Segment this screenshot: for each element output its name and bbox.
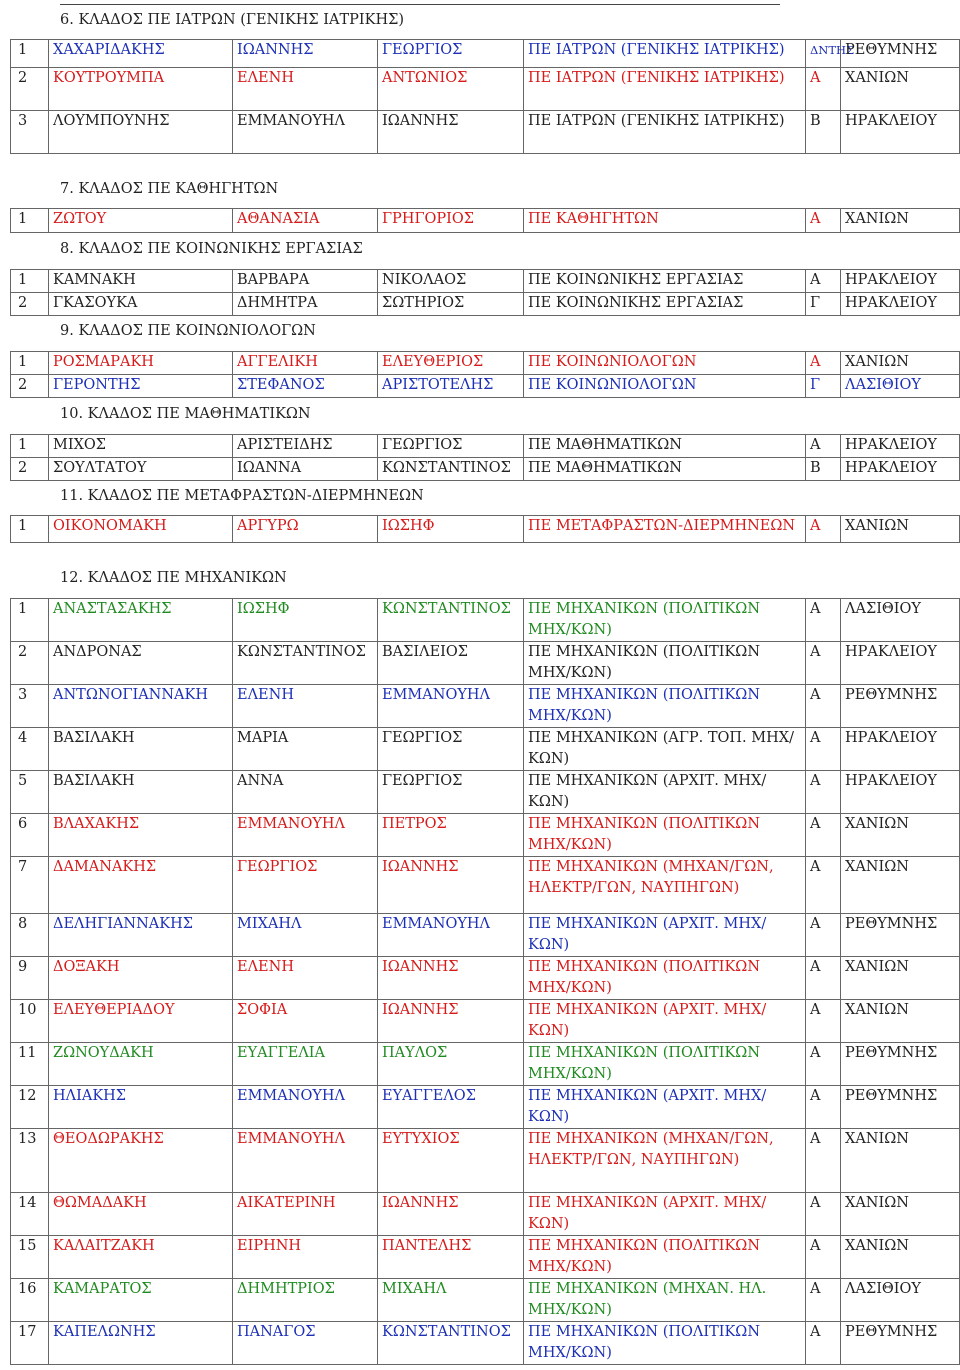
specialty-cell: ΠΕ ΚΟΙΝΩΝΙΚΗΣ ΕΡΓΑΣΙΑΣ [524,293,806,316]
specialty-cell: ΠΕ ΜΗΧΑΝΙΚΩΝ (ΑΓΡ. ΤΟΠ. ΜΗΧ/ΚΩΝ) [524,728,806,771]
row-number: 6 [11,814,49,857]
first-name-cell: ΑΡΙΣΤΕΙΔΗΣ [233,435,378,458]
table-row [11,435,960,458]
section-title-kathigiton: 7. ΚΛΑΔΟΣ ΠΕ ΚΑΘΗΓΗΤΩΝ [60,181,279,197]
table-row [11,40,960,68]
region-cell: ΗΡΑΚΛΕΙΟΥ [841,435,960,458]
region-cell: ΗΡΑΚΛΕΙΟΥ [841,270,960,293]
surname-cell: ΒΑΣΙΛΑΚΗ [49,728,233,771]
row-number: 12 [11,1086,49,1129]
first-name-cell: ΓΕΩΡΓΙΟΣ [233,857,378,914]
first-name-cell: ΑΡΓΥΡΩ [233,516,378,543]
grade-cell: Α [806,685,841,728]
region-cell: ΡΕΘΥΜΝΗΣ [841,1086,960,1129]
grade-cell: Α [806,209,841,233]
surname-cell: ΔΑΜΑΝΑΚΗΣ [49,857,233,914]
table-row [11,375,960,398]
region-cell: ΧΑΝΙΩΝ [841,1236,960,1279]
first-name-cell: ΕΛΕΝΗ [233,957,378,1000]
table-mathimatikon [10,434,960,481]
surname-cell: ΜΙΧΟΣ [49,435,233,458]
first-name-cell: ΑΓΓΕΛΙΚΗ [233,352,378,375]
region-cell: ΧΑΝΙΩΝ [841,209,960,233]
region-cell: ΧΑΝΙΩΝ [841,1129,960,1193]
grade-cell: Α [806,270,841,293]
row-number: 2 [11,293,49,316]
row-number: 2 [11,642,49,685]
specialty-cell: ΠΕ ΙΑΤΡΩΝ (ΓΕΝΙΚΗΣ ΙΑΤΡΙΚΗΣ) [524,68,806,111]
grade-cell: Γ [806,375,841,398]
grade-cell: Α [806,68,841,111]
row-number: 15 [11,1236,49,1279]
grade-cell: Β [806,111,841,154]
table-row [11,685,960,728]
section-title-mathimatikon: 10. ΚΛΑΔΟΣ ΠΕ ΜΑΘΗΜΑΤΙΚΩΝ [60,406,311,422]
table-kathigiton [10,208,960,233]
table-row [11,1193,960,1236]
specialty-cell: ΠΕ ΜΗΧΑΝΙΚΩΝ (ΑΡΧΙΤ. ΜΗΧ/ΚΩΝ) [524,771,806,814]
father-name-cell: ΑΝΤΩΝΙΟΣ [378,68,524,111]
first-name-cell: ΕΜΜΑΝΟΥΗΛ [233,1129,378,1193]
first-name-cell: ΕΙΡΗΝΗ [233,1236,378,1279]
first-name-cell: ΕΜΜΑΝΟΥΗΛ [233,814,378,857]
grade-cell: Α [806,914,841,957]
grade-cell: Α [806,771,841,814]
specialty-cell: ΠΕ ΜΗΧΑΝΙΚΩΝ (ΜΗΧΑΝ. ΗΛ. ΜΗΧ/ΚΩΝ) [524,1279,806,1322]
specialty-cell: ΠΕ ΜΗΧΑΝΙΚΩΝ (ΠΟΛΙΤΙΚΩΝ ΜΗΧ/ΚΩΝ) [524,642,806,685]
grade-cell: Α [806,857,841,914]
specialty-cell: ΠΕ ΜΗΧΑΝΙΚΩΝ (ΑΡΧΙΤ. ΜΗΧ/ΚΩΝ) [524,914,806,957]
first-name-cell: ΙΩΣΗΦ [233,599,378,642]
row-number: 2 [11,68,49,111]
region-cell: ΗΡΑΚΛΕΙΟΥ [841,111,960,154]
table-row [11,352,960,375]
region-cell: ΡΕΘΥΜΝΗΣ [841,914,960,957]
specialty-cell: ΠΕ ΜΗΧΑΝΙΚΩΝ (ΑΡΧΙΤ. ΜΗΧ/ΚΩΝ) [524,1000,806,1043]
section-title-iatron: 6. ΚΛΑΔΟΣ ΠΕ ΙΑΤΡΩΝ (ΓΕΝΙΚΗΣ ΙΑΤΡΙΚΗΣ) [60,12,405,28]
row-number: 4 [11,728,49,771]
first-name-cell: ΕΜΜΑΝΟΥΗΛ [233,1086,378,1129]
surname-cell: ΔΕΛΗΓΙΑΝΝΑΚΗΣ [49,914,233,957]
surname-cell: ΘΕΟΔΩΡΑΚΗΣ [49,1129,233,1193]
surname-cell: ΗΛΙΑΚΗΣ [49,1086,233,1129]
surname-cell: ΟΙΚΟΝΟΜΑΚΗ [49,516,233,543]
father-name-cell: ΓΕΩΡΓΙΟΣ [378,728,524,771]
surname-cell: ΕΛΕΥΘΕΡΙΑΔΟΥ [49,1000,233,1043]
specialty-cell: ΠΕ ΜΑΘΗΜΑΤΙΚΩΝ [524,458,806,481]
grade-cell: Α [806,1322,841,1365]
grade-cell: ΔΝΤΗΣ [806,40,841,68]
specialty-cell: ΠΕ ΚΟΙΝΩΝΙΟΛΟΓΩΝ [524,375,806,398]
table-row [11,957,960,1000]
father-name-cell: ΓΡΗΓΟΡΙΟΣ [378,209,524,233]
first-name-cell: ΕΛΕΝΗ [233,685,378,728]
specialty-cell: ΠΕ ΜΗΧΑΝΙΚΩΝ (ΑΡΧΙΤ. ΜΗΧ/ΚΩΝ) [524,1086,806,1129]
father-name-cell: ΕΜΜΑΝΟΥΗΛ [378,685,524,728]
grade-cell: Α [806,599,841,642]
table-row [11,728,960,771]
specialty-cell: ΠΕ ΜΗΧΑΝΙΚΩΝ (ΠΟΛΙΤΙΚΩΝ ΜΗΧ/ΚΩΝ) [524,814,806,857]
row-number: 13 [11,1129,49,1193]
father-name-cell: ΕΜΜΑΝΟΥΗΛ [378,914,524,957]
surname-cell: ΚΑΠΕΛΩΝΗΣ [49,1322,233,1365]
section-title-michanikon: 12. ΚΛΑΔΟΣ ΠΕ ΜΗΧΑΝΙΚΩΝ [60,570,287,586]
father-name-cell: ΙΩΑΝΝΗΣ [378,857,524,914]
row-number: 9 [11,957,49,1000]
table-row [11,1000,960,1043]
grade-cell: Α [806,1193,841,1236]
specialty-cell: ΠΕ ΜΗΧΑΝΙΚΩΝ (ΠΟΛΙΤΙΚΩΝ ΜΗΧ/ΚΩΝ) [524,685,806,728]
specialty-cell: ΠΕ ΚΟΙΝΩΝΙΚΗΣ ΕΡΓΑΣΙΑΣ [524,270,806,293]
father-name-cell: ΚΩΝΣΤΑΝΤΙΝΟΣ [378,599,524,642]
grade-cell: Α [806,957,841,1000]
table-row [11,516,960,543]
row-number: 7 [11,857,49,914]
table-row [11,209,960,233]
father-name-cell: ΕΛΕΥΘΕΡΙΟΣ [378,352,524,375]
region-cell: ΧΑΝΙΩΝ [841,1000,960,1043]
grade-cell: Α [806,516,841,543]
surname-cell: ΓΚΑΣΟΥΚΑ [49,293,233,316]
specialty-cell: ΠΕ ΜΗΧΑΝΙΚΩΝ (ΜΗΧΑΝ/ΓΩΝ, ΗΛΕΚΤΡ/ΓΩΝ, ΝΑΥΠΗΓΩΝ) [524,1129,806,1193]
surname-cell: ΑΝΤΩΝΟΓΙΑΝΝΑΚΗ [49,685,233,728]
region-cell: ΡΕΘΥΜΝΗΣ [841,40,960,68]
table-row [11,1086,960,1129]
table-row [11,68,960,111]
specialty-cell: ΠΕ ΜΗΧΑΝΙΚΩΝ (ΜΗΧΑΝ/ΓΩΝ, ΗΛΕΚΤΡ/ΓΩΝ, ΝΑΥΠΗΓΩΝ) [524,857,806,914]
table-row [11,1236,960,1279]
surname-cell: ΖΩΝΟΥΔΑΚΗ [49,1043,233,1086]
table-row [11,642,960,685]
grade-cell: Α [806,1129,841,1193]
specialty-cell: ΠΕ ΜΗΧΑΝΙΚΩΝ (ΠΟΛΙΤΙΚΩΝ ΜΗΧ/ΚΩΝ) [524,1236,806,1279]
surname-cell: ΔΟΞΑΚΗ [49,957,233,1000]
section-title-koinoniologon: 9. ΚΛΑΔΟΣ ΠΕ ΚΟΙΝΩΝΙΟΛΟΓΩΝ [60,323,316,339]
first-name-cell: ΑΘΑΝΑΣΙΑ [233,209,378,233]
father-name-cell: ΣΩΤΗΡΙΟΣ [378,293,524,316]
row-number: 2 [11,458,49,481]
grade-cell: Α [806,352,841,375]
row-number: 17 [11,1322,49,1365]
father-name-cell: ΠΕΤΡΟΣ [378,814,524,857]
surname-cell: ΣΟΥΛΤΑΤΟΥ [49,458,233,481]
region-cell: ΗΡΑΚΛΕΙΟΥ [841,771,960,814]
table-row [11,293,960,316]
first-name-cell: ΣΤΕΦΑΝΟΣ [233,375,378,398]
specialty-cell: ΠΕ ΜΕΤΑΦΡΑΣΤΩΝ-ΔΙΕΡΜΗΝΕΩΝ [524,516,806,543]
surname-cell: ΓΕΡΟΝΤΗΣ [49,375,233,398]
father-name-cell: ΒΑΣΙΛΕΙΟΣ [378,642,524,685]
grade-cell: Α [806,1279,841,1322]
first-name-cell: ΔΗΜΗΤΡΙΟΣ [233,1279,378,1322]
first-name-cell: ΠΑΝΑΓΟΣ [233,1322,378,1365]
first-name-cell: ΙΩΑΝΝΑ [233,458,378,481]
father-name-cell: ΓΕΩΡΓΙΟΣ [378,771,524,814]
region-cell: ΧΑΝΙΩΝ [841,1193,960,1236]
region-cell: ΗΡΑΚΛΕΙΟΥ [841,293,960,316]
table-row [11,111,960,154]
father-name-cell: ΙΩΑΝΝΗΣ [378,957,524,1000]
table-row [11,1322,960,1365]
first-name-cell: ΙΩΑΝΝΗΣ [233,40,378,68]
first-name-cell: ΕΥΑΓΓΕΛΙΑ [233,1043,378,1086]
first-name-cell: ΕΛΕΝΗ [233,68,378,111]
father-name-cell: ΠΑΝΤΕΛΗΣ [378,1236,524,1279]
specialty-cell: ΠΕ ΜΗΧΑΝΙΚΩΝ (ΑΡΧΙΤ. ΜΗΧ/ΚΩΝ) [524,1193,806,1236]
table-row [11,1279,960,1322]
first-name-cell: ΕΜΜΑΝΟΥΗΛ [233,111,378,154]
surname-cell: ΑΝΑΣΤΑΣΑΚΗΣ [49,599,233,642]
specialty-cell: ΠΕ ΚΑΘΗΓΗΤΩΝ [524,209,806,233]
father-name-cell: ΙΩΑΝΝΗΣ [378,111,524,154]
grade-cell: Α [806,1086,841,1129]
row-number: 3 [11,111,49,154]
top-rule [60,4,780,5]
specialty-cell: ΠΕ ΜΗΧΑΝΙΚΩΝ (ΠΟΛΙΤΙΚΩΝ ΜΗΧ/ΚΩΝ) [524,1043,806,1086]
row-number: 1 [11,435,49,458]
region-cell: ΗΡΑΚΛΕΙΟΥ [841,728,960,771]
first-name-cell: ΚΩΝΣΤΑΝΤΙΝΟΣ [233,642,378,685]
row-number: 8 [11,914,49,957]
table-koinoniologon [10,351,960,398]
surname-cell: ΚΑΜΝΑΚΗ [49,270,233,293]
surname-cell: ΡΟΣΜΑΡΑΚΗ [49,352,233,375]
row-number: 1 [11,40,49,68]
grade-cell: Α [806,814,841,857]
region-cell: ΧΑΝΙΩΝ [841,957,960,1000]
row-number: 16 [11,1279,49,1322]
first-name-cell: ΣΟΦΙΑ [233,1000,378,1043]
region-cell: ΡΕΘΥΜΝΗΣ [841,1043,960,1086]
specialty-cell: ΠΕ ΙΑΤΡΩΝ (ΓΕΝΙΚΗΣ ΙΑΤΡΙΚΗΣ) [524,111,806,154]
father-name-cell: ΙΩΑΝΝΗΣ [378,1000,524,1043]
specialty-cell: ΠΕ ΜΗΧΑΝΙΚΩΝ (ΠΟΛΙΤΙΚΩΝ ΜΗΧ/ΚΩΝ) [524,1322,806,1365]
row-number: 10 [11,1000,49,1043]
father-name-cell: ΓΕΩΡΓΙΟΣ [378,435,524,458]
father-name-cell: ΕΥΑΓΓΕΛΟΣ [378,1086,524,1129]
father-name-cell: ΠΑΥΛΟΣ [378,1043,524,1086]
region-cell: ΛΑΣΙΘΙΟΥ [841,1279,960,1322]
grade-cell: Α [806,1000,841,1043]
surname-cell: ΒΛΑΧΑΚΗΣ [49,814,233,857]
surname-cell: ΘΩΜΑΔΑΚΗ [49,1193,233,1236]
specialty-cell: ΠΕ ΜΗΧΑΝΙΚΩΝ (ΠΟΛΙΤΙΚΩΝ ΜΗΧ/ΚΩΝ) [524,957,806,1000]
region-cell: ΧΑΝΙΩΝ [841,68,960,111]
row-number: 11 [11,1043,49,1086]
first-name-cell: ΑΝΝΑ [233,771,378,814]
region-cell: ΧΑΝΙΩΝ [841,857,960,914]
grade-cell: Α [806,1043,841,1086]
surname-cell: ΛΟΥΜΠΟΥΝΗΣ [49,111,233,154]
surname-cell: ΑΝΔΡΟΝΑΣ [49,642,233,685]
table-row [11,458,960,481]
specialty-cell: ΠΕ ΜΑΘΗΜΑΤΙΚΩΝ [524,435,806,458]
specialty-cell: ΠΕ ΙΑΤΡΩΝ (ΓΕΝΙΚΗΣ ΙΑΤΡΙΚΗΣ) [524,40,806,68]
region-cell: ΧΑΝΙΩΝ [841,814,960,857]
table-metafraston [10,515,960,543]
father-name-cell: ΙΩΑΝΝΗΣ [378,1193,524,1236]
surname-cell: ΚΑΛΑΙΤΖΑΚΗ [49,1236,233,1279]
table-koinonikis [10,269,960,316]
father-name-cell: ΓΕΩΡΓΙΟΣ [378,40,524,68]
row-number: 3 [11,685,49,728]
grade-cell: Α [806,435,841,458]
section-title-metafraston: 11. ΚΛΑΔΟΣ ΠΕ ΜΕΤΑΦΡΑΣΤΩΝ-ΔΙΕΡΜΗΝΕΩΝ [60,488,424,504]
first-name-cell: ΜΑΡΙΑ [233,728,378,771]
father-name-cell: ΑΡΙΣΤΟΤΕΛΗΣ [378,375,524,398]
father-name-cell: ΝΙΚΟΛΑΟΣ [378,270,524,293]
region-cell: ΗΡΑΚΛΕΙΟΥ [841,642,960,685]
row-number: 1 [11,516,49,543]
table-row [11,857,960,914]
region-cell: ΛΑΣΙΘΙΟΥ [841,599,960,642]
surname-cell: ΚΟΥΤΡΟΥΜΠΑ [49,68,233,111]
row-number: 1 [11,352,49,375]
surname-cell: ΧΑΧΑΡΙΔΑΚΗΣ [49,40,233,68]
row-number: 1 [11,209,49,233]
row-number: 1 [11,270,49,293]
grade-cell: Γ [806,293,841,316]
table-iatron [10,39,960,154]
table-row [11,599,960,642]
first-name-cell: ΑΙΚΑΤΕΡΙΝΗ [233,1193,378,1236]
specialty-cell: ΠΕ ΜΗΧΑΝΙΚΩΝ (ΠΟΛΙΤΙΚΩΝ ΜΗΧ/ΚΩΝ) [524,599,806,642]
table-row [11,771,960,814]
region-cell: ΡΕΘΥΜΝΗΣ [841,685,960,728]
table-michanikon [10,598,960,1365]
region-cell: ΧΑΝΙΩΝ [841,352,960,375]
specialty-cell: ΠΕ ΚΟΙΝΩΝΙΟΛΟΓΩΝ [524,352,806,375]
first-name-cell: ΜΙΧΑΗΛ [233,914,378,957]
row-number: 1 [11,599,49,642]
table-row [11,914,960,957]
first-name-cell: ΔΗΜΗΤΡΑ [233,293,378,316]
grade-cell: Β [806,458,841,481]
row-number: 14 [11,1193,49,1236]
surname-cell: ΒΑΣΙΛΑΚΗ [49,771,233,814]
surname-cell: ΚΑΜΑΡΑΤΟΣ [49,1279,233,1322]
table-row [11,270,960,293]
surname-cell: ΖΩΤΟΥ [49,209,233,233]
first-name-cell: ΒΑΡΒΑΡΑ [233,270,378,293]
section-title-koinonikis: 8. ΚΛΑΔΟΣ ΠΕ ΚΟΙΝΩΝΙΚΗΣ ΕΡΓΑΣΙΑΣ [60,241,363,257]
row-number: 2 [11,375,49,398]
region-cell: ΗΡΑΚΛΕΙΟΥ [841,458,960,481]
region-cell: ΡΕΘΥΜΝΗΣ [841,1322,960,1365]
grade-cell: Α [806,642,841,685]
table-row [11,1043,960,1086]
row-number: 5 [11,771,49,814]
region-cell: ΧΑΝΙΩΝ [841,516,960,543]
father-name-cell: ΜΙΧΑΗΛ [378,1279,524,1322]
table-row [11,814,960,857]
father-name-cell: ΙΩΣΗΦ [378,516,524,543]
grade-cell: Α [806,728,841,771]
grade-cell: Α [806,1236,841,1279]
father-name-cell: ΚΩΝΣΤΑΝΤΙΝΟΣ [378,458,524,481]
table-row [11,1129,960,1193]
region-cell: ΛΑΣΙΘΙΟΥ [841,375,960,398]
father-name-cell: ΚΩΝΣΤΑΝΤΙΝΟΣ [378,1322,524,1365]
father-name-cell: ΕΥΤΥΧΙΟΣ [378,1129,524,1193]
